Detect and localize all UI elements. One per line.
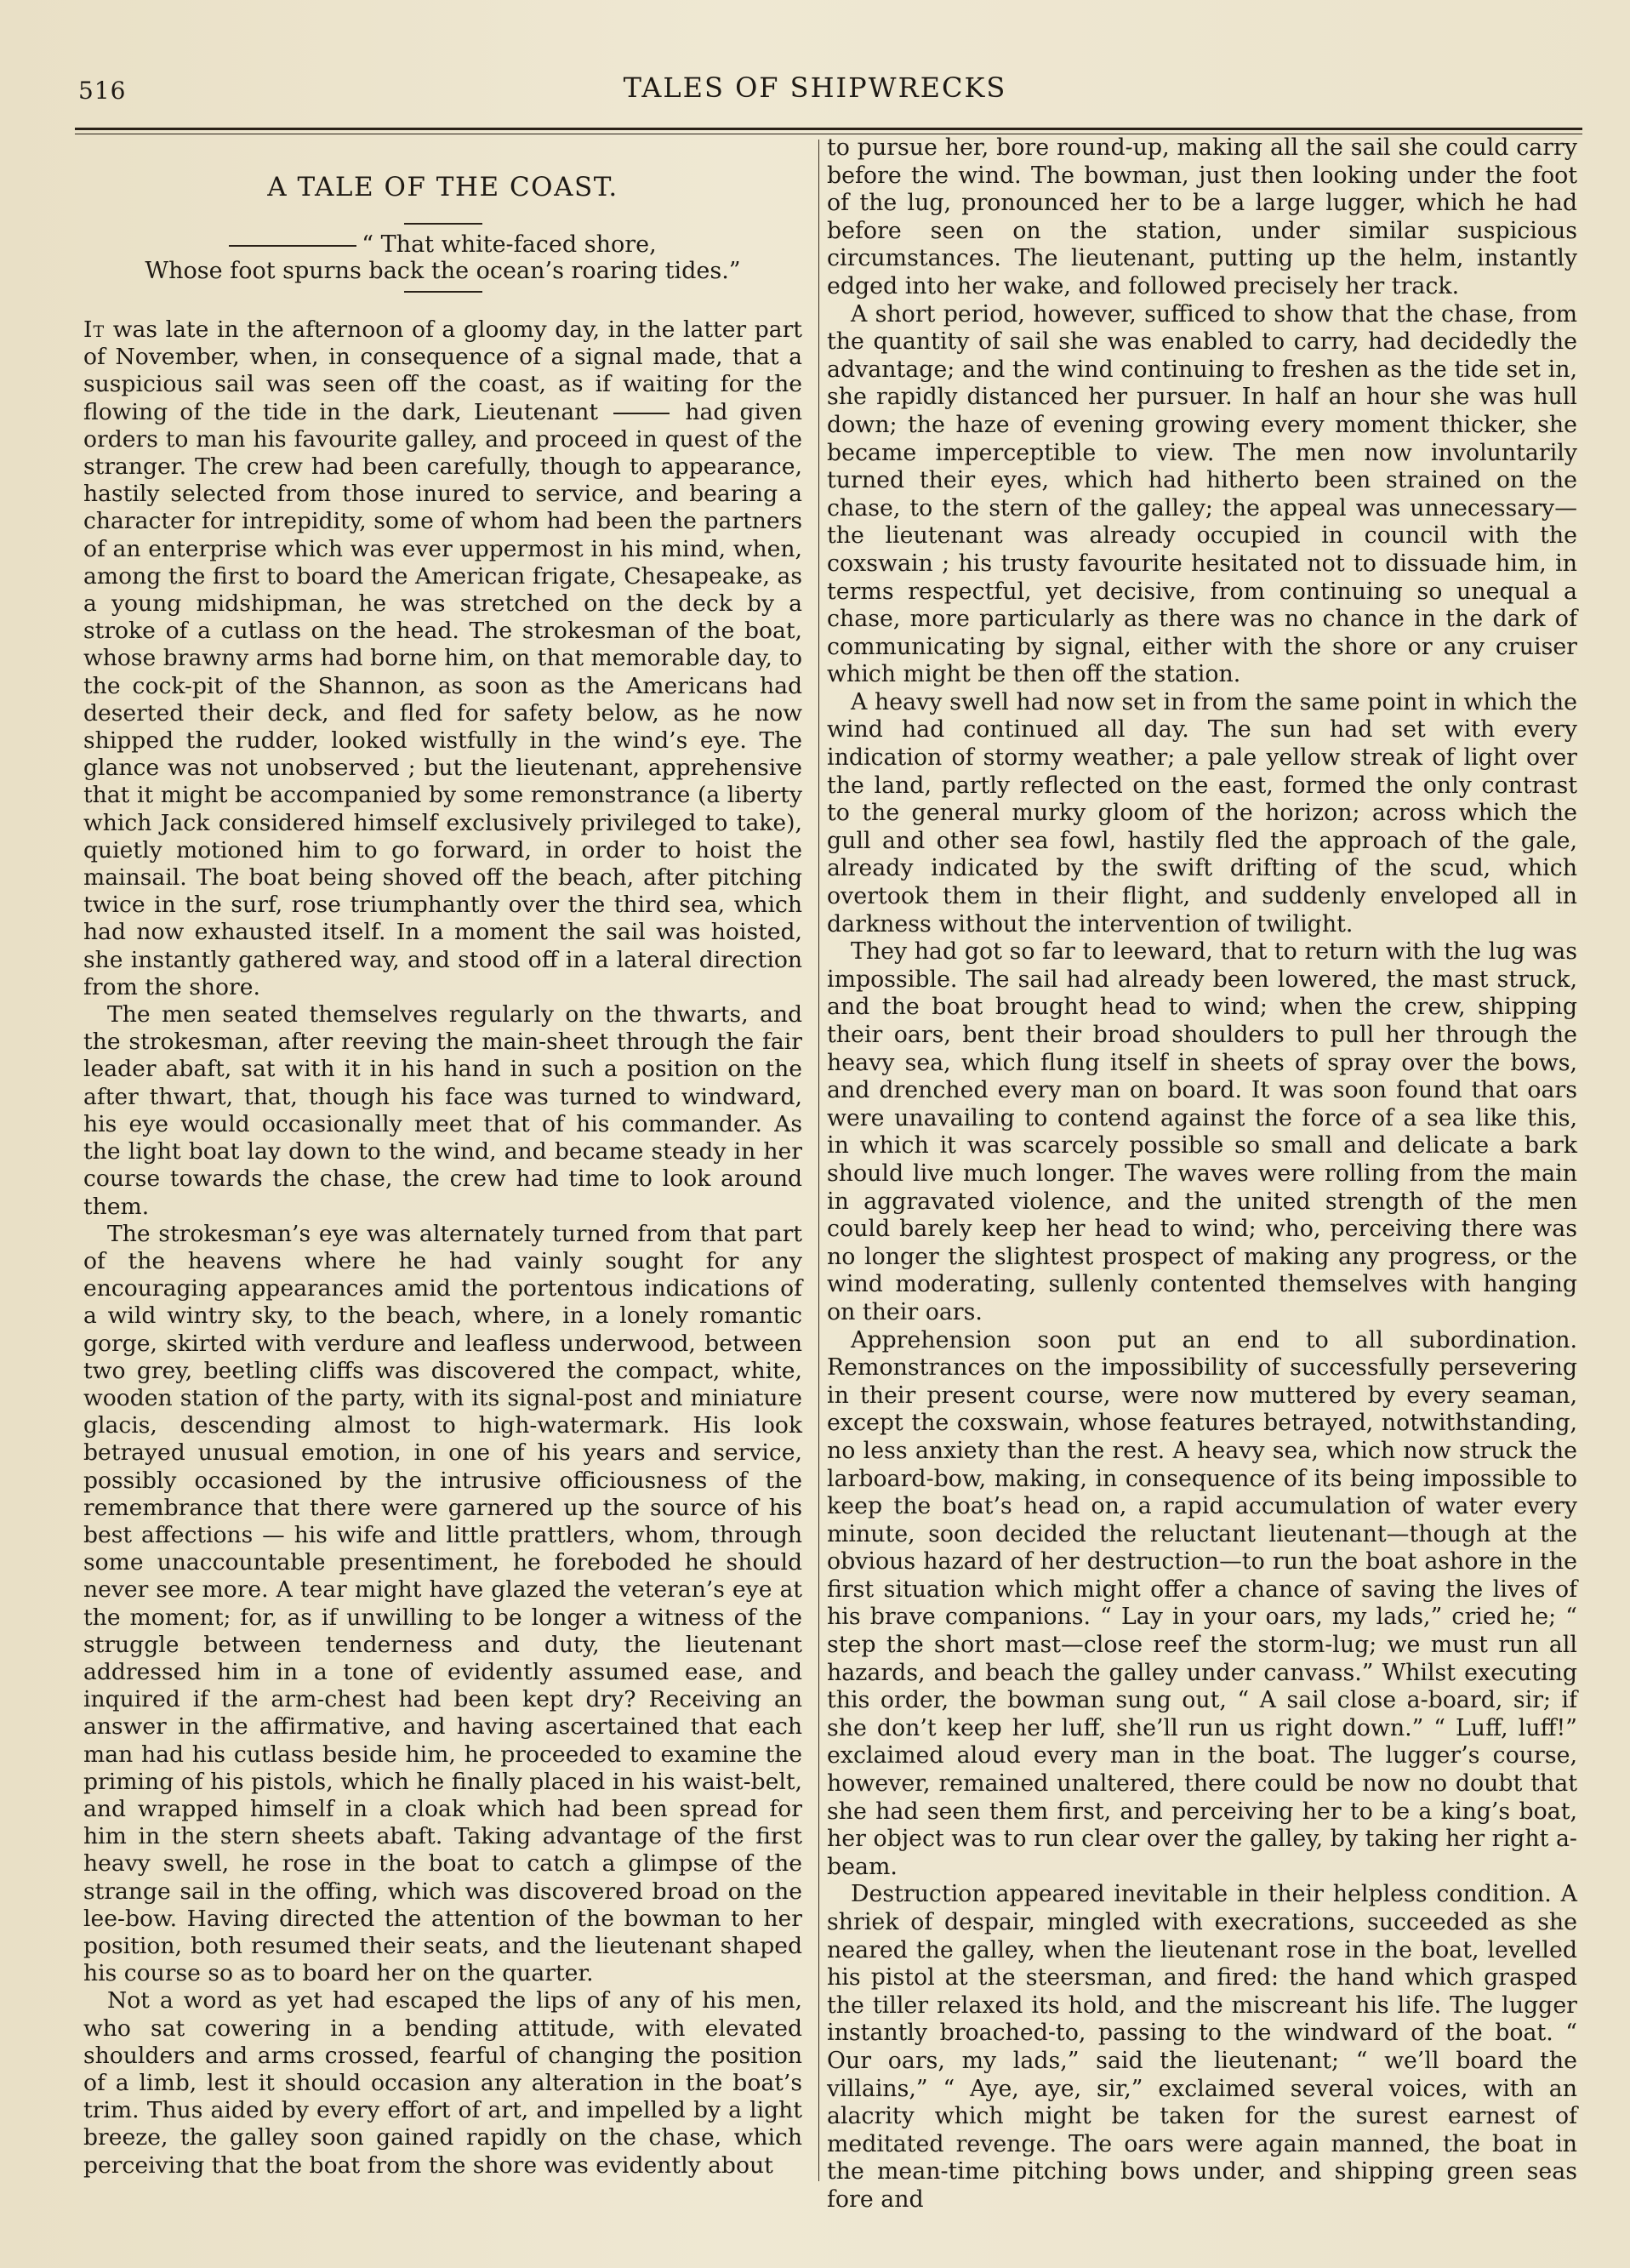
column-divider [818,140,819,2181]
paragraph-text: had given orders to man his favourite galley, and proceed in quest of the stranger. The crew had been carefully, though to appearance, hastily selected from those inured to service, and bearing a character for intrepidity, some of whom had been the partners of an enterprise which was ever uppermost in his mind, when, among the first to board the American frigate, Chesapeake, as a young midshipman, he was stretched on the deck by a stroke of a cutlass on the head. The strokesman of the boat, whose brawny arms had borne him, on that memorable day, to the cock-pit of the Shannon, as soon as the Americans had deserted their deck, and fled for safety below, as he now shipped the rudder, looked wistfully in the wind’s eye. The glance was not unobserved ; but the lieutenant, apprehensive that it might be accompanied by some remonstrance (a liberty which Jack considered himself exclusively privileged to take), quietly motioned him to go forward, in order to hoist the mainsail. The boat being shoved off the beach, after pitching twice in the surf, rose triumphantly over the third sea, which had now exhausted itself. In a moment the sail was hoisted, she instantly gathered way, and stood off in a lateral direction from the shore. [83,398,802,1000]
name-blank-dash [613,413,670,414]
drop-cap: It [83,316,105,343]
story-title: A TALE OF THE COAST. [267,172,618,202]
epigraph-line-1-text: “ That white-faced shore, [362,231,657,258]
paragraph [83,316,802,1001]
paragraph: Not a word as yet had escaped the lips of any of his men, who sat cowering in a bending attitude, with elevated shoulders and arms crossed, fearful of changing the position of a limb, lest it should occasion any alteration in the boat’s trim. Thus aided by every effort of art, and impelled by a light breeze, the galley soon gained rapidly on the chase, which perceiving that the boat from the shore was evidently about [83,1987,802,2179]
epigraph-dash [229,245,356,247]
paragraph-text: was late in the afternoon of a gloomy day, in the latter part of November, when, in consequence of a signal made, that a suspicious sail was seen off the coast, as if waiting for the flowing of the tide in the dark, Lieutenant [83,316,802,425]
paragraph: They had got so far to leeward, that to return with the lug was impossible. The sail had already been lowered, the mast struck, and the boat brought head to wind; when the crew, shipping their oars, bent their broad shoulders to pull her through the heavy sea, which flung itself in sheets of spray over the bows, and drenched every man on board. It was soon found that oars were unavailing to contend against the force of a sea like this, in which it was scarcely possible so small and delicate a bark should live much longer. The waves were rolling from the main in aggravated violence, and the united strength of the men could barely keep her head to wind; who, perceiving there was no longer the slightest prospect of making any progress, or the wind moderating, sullenly contented themselves with hanging on their oars. [827,938,1577,1325]
page-number: 516 [78,77,127,105]
title-rule [404,223,482,225]
paragraph: A heavy swell had now set in from the same point in which the wind had continued all day. The sun had set with every indication of stormy weather; a pale yellow streak of light over the land, partly reflected on the east, formed the only contrast to the general murky gloom of the horizon; across which the gull and other sea fowl, hastily fled the approach of the gale, already indicated by the swift drifting of the scud, which overtook them in their flight, and suddenly enveloped all in darkness without the intervention of twilight. [827,688,1577,937]
paragraph: The men seated themselves regularly on the thwarts, and the strokesman, after reeving the main-sheet through the fair leader abaft, sat with it in his hand in such a position on the after thwart, that, though his face was turned to windward, his eye would occasionally meet that of his commander. As the light boat lay down to the wind, and became steady in her course towards the chase, the crew had time to look around them. [83,1001,802,1220]
running-header [0,66,1630,109]
paragraph: The strokesman’s eye was alternately turned from that part of the heavens where he had vainly sought for any encouraging appearances amid the portentous indications of a wild wintry sky, to the beach, where, in a lonely romantic gorge, skirted with verdure and leafless underwood, between two grey, beetling cliffs was discovered the compact, white, wooden station of the party, with its signal-post and miniature glacis, descending almost to high-watermark. His look betrayed unusual emotion, in one of his years and service, possibly occasioned by the intrusive officiousness of the remembrance that there were garnered up the source of his best affections — his wife and little prattlers, whom, through some unaccountable presentiment, he foreboded he should never see more. A tear might have glazed the veteran’s eye at the moment; for, as if unwilling to be longer a witness of the struggle between tenderness and duty, the lieutenant addressed him in a tone of evidently assumed ease, and inquired if the arm-chest had been kept dry? Receiving an answer in the affirmative, and having ascertained that each man had his cutlass beside him, he proceeded to examine the priming of his pistols, which he finally placed in his waist-belt, and wrapped himself in a cloak which had been spread for him in the stern sheets abaft. Taking advantage of the first heavy swell, he rose in the boat to catch a glimpse of the strange sail in the offing, which was discovered broad on the lee-bow. Having directed the attention of the bowman to her position, both resumed their seats, and the lieutenant shaped his course so as to board her on the quarter. [83,1220,802,1987]
header-rule [75,128,1582,130]
epigraph-rule [404,291,482,293]
paragraph: A short period, however, sufficed to show that the chase, from the quantity of sail she was enabled to carry, had decidedly the advantage; and the wind continuing to freshen as the tide set in, she rapidly distanced her pursuer. In half an hour she was hull down; the haze of evening growing every moment thicker, she became imperceptible to view. The men now involuntarily turned their eyes, which had hitherto been strained on the chase, to the stern of the galley; the appeal was unnecessary—the lieutenant was already occupied in council with the coxswain ; his trusty favourite hesitated not to dissuade him, in terms respectful, yet decisive, from continuing so unequal a chase, more particularly as there was no chance in the dark of communicating by signal, either with the shore or any cruiser which might be then off the station. [827,300,1577,688]
epigraph-line-2: Whose foot spurns back the ocean’s roaring tides.” [145,258,741,284]
right-column [827,134,1577,2214]
paragraph: to pursue her, bore round-up, making all the sail she could carry before the wind. The bowman, just then looking under the foot of the lug, pronounced her to be a large lugger, which he had before seen on the station, under similar suspicious circumstances. The lieutenant, putting up the helm, instantly edged into her wake, and followed precisely her track. [827,134,1577,299]
paragraph: Apprehension soon put an end to all subordination. Remonstrances on the impossibility of successfully persevering in their present course, were now muttered by every seaman, except the coxswain, whose features betrayed, notwithstanding, no less anxiety than the rest. A heavy sea, which now struck the larboard-bow, making, in consequence of its being impossible to keep the boat’s head on, a rapid accumulation of water every minute, soon decided the reluctant lieutenant—though at the obvious hazard of her destruction—to run the boat ashore in the first situation which might offer a chance of saving the lives of his brave companions. “ Lay in your oars, my lads,” cried he; “ step the short mast—close reef the storm-lug; we must run all hazards, and beach the galley under canvass.” Whilst executing this order, the bowman sung out, “ A sail close a-board, sir; if she don’t keep her luff, she’ll run us right down.” “ Luff, luff!” exclaimed aloud every man in the boat. The lugger’s course, however, remained unaltered, there could be now no doubt that she had seen them first, and perceiving her to be a king’s boat, her object was to run clear over the galley, by taking her right a-beam. [827,1326,1577,1880]
left-column [83,134,802,2180]
paragraph: Destruction appeared inevitable in their helpless condition. A shriek of despair, mingled with execrations, succeeded as she neared the galley, when the lieutenant rose in the boat, levelled his pistol at the steersman, and fired: the hand which grasped the tiller relaxed its hold, and the miscreant his life. The lugger instantly broached-to, passing to the windward of the boat. “ Our oars, my lads,” said the lieutenant; “ we’ll board the villains,” “ Aye, aye, sir,” exclaimed several voices, with an alacrity which might be taken for the surest earnest of meditated revenge. The oars were again manned, the boat in the mean-time pitching bows under, and shipping green seas fore and [827,1881,1577,2213]
epigraph-line-1 [83,231,802,258]
running-title: TALES OF SHIPWRECKS [623,71,1007,104]
epigraph [83,231,802,284]
